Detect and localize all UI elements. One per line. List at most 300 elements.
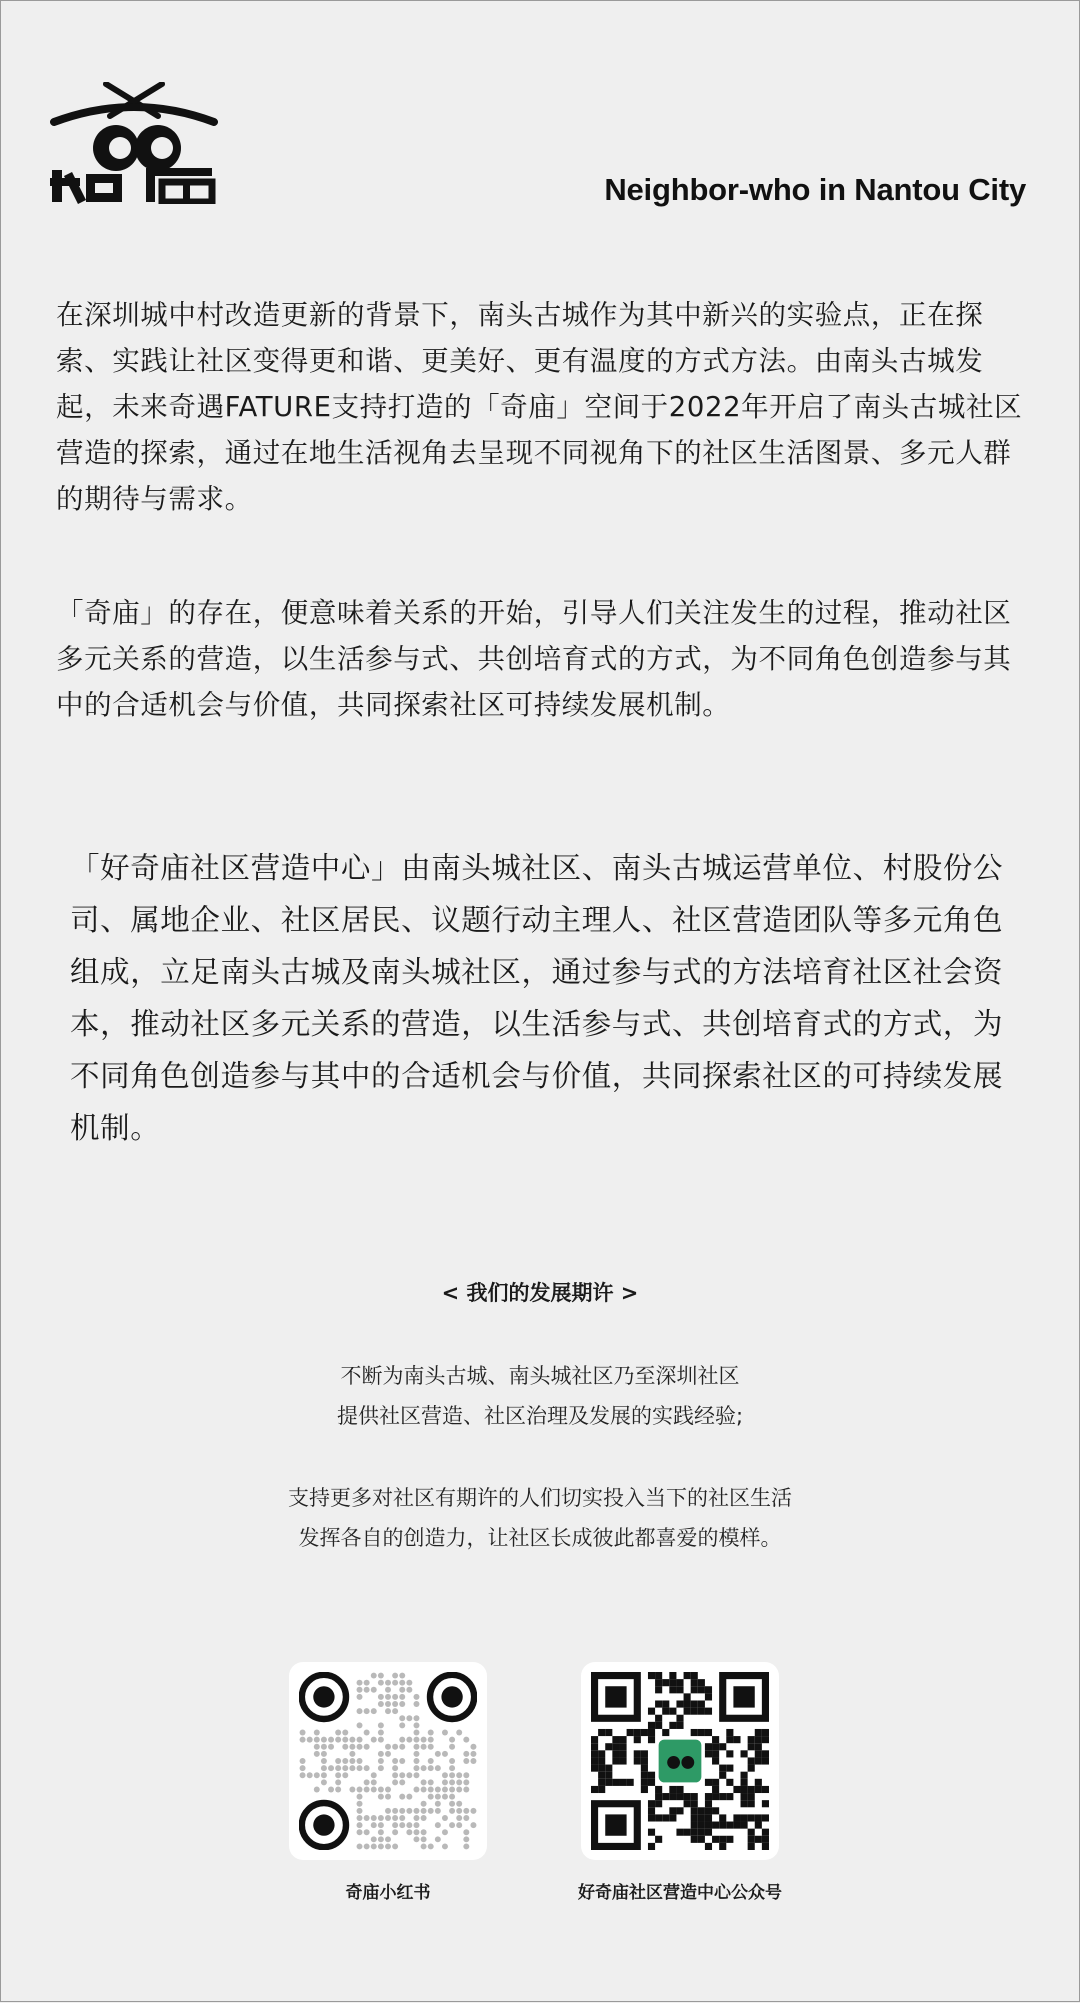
qr-module <box>413 1829 419 1835</box>
qr-module <box>705 1693 712 1700</box>
qr-module <box>435 1808 441 1814</box>
qr-module <box>634 1750 641 1757</box>
qr-module <box>598 1729 605 1736</box>
qr-module <box>342 1765 348 1771</box>
qr-module <box>748 1814 755 1821</box>
qr-module <box>335 1758 341 1764</box>
qr-module <box>755 1743 762 1750</box>
qr-module <box>399 1694 405 1700</box>
qr-module <box>598 1765 605 1772</box>
qr-module <box>421 1843 427 1849</box>
qr-module <box>676 1722 683 1729</box>
qr-module <box>357 1737 363 1743</box>
qr-module <box>705 1807 712 1814</box>
qr-module <box>698 1814 705 1821</box>
tagline: Neighbor-who in Nantou City <box>604 172 1026 207</box>
qr-module <box>406 1737 412 1743</box>
qr-module <box>684 1829 691 1836</box>
qr-module <box>442 1843 448 1849</box>
qr-module <box>456 1730 462 1736</box>
qr-module <box>456 1779 462 1785</box>
qr-module <box>392 1808 398 1814</box>
qr-module <box>357 1801 363 1807</box>
qr-module <box>456 1801 462 1807</box>
qr-module <box>413 1737 419 1743</box>
qr-module <box>705 1843 712 1850</box>
qr-module <box>307 1737 313 1743</box>
qr-module <box>428 1730 434 1736</box>
qr-module <box>669 1679 676 1686</box>
qr-module <box>605 1765 612 1772</box>
qr-module <box>314 1737 320 1743</box>
qr-module <box>456 1786 462 1792</box>
qr-module <box>598 1772 605 1779</box>
qr-module <box>641 1779 648 1786</box>
qr-module <box>385 1794 391 1800</box>
qr-module <box>598 1750 605 1757</box>
qr-module <box>399 1808 405 1814</box>
qr-module <box>328 1765 334 1771</box>
qr-module <box>726 1765 733 1772</box>
qr-module <box>741 1772 748 1779</box>
qr-module <box>669 1708 676 1715</box>
qr-module <box>591 1743 598 1750</box>
qr-module <box>655 1814 662 1821</box>
qr-module <box>364 1765 370 1771</box>
qr-module <box>698 1822 705 1829</box>
qr-module <box>698 1829 705 1836</box>
qr-module <box>349 1751 355 1757</box>
qimiao-badge-icon <box>659 1740 702 1783</box>
xiaohongshu-qr-code[interactable] <box>289 1662 487 1860</box>
qr-module <box>676 1700 683 1707</box>
qr-module <box>470 1822 476 1828</box>
qr-module <box>399 1737 405 1743</box>
qr-module <box>364 1843 370 1849</box>
qr-module <box>413 1715 419 1721</box>
qr-module <box>413 1815 419 1821</box>
qr-module <box>342 1772 348 1778</box>
qr-module <box>598 1757 605 1764</box>
qr-module <box>676 1807 683 1814</box>
qr-module <box>357 1829 363 1835</box>
qr-module <box>669 1672 676 1679</box>
qr-module <box>385 1680 391 1686</box>
qr-module <box>627 1779 634 1786</box>
qr-module <box>428 1786 434 1792</box>
qr-module <box>705 1822 712 1829</box>
qr-module <box>349 1765 355 1771</box>
qr-module <box>378 1758 384 1764</box>
qr-module <box>691 1672 698 1679</box>
qr-module <box>463 1779 469 1785</box>
qr-module <box>385 1843 391 1849</box>
qr-module <box>364 1829 370 1835</box>
qr-module <box>619 1736 626 1743</box>
qr-module <box>435 1765 441 1771</box>
qr-module <box>428 1737 434 1743</box>
qr-module <box>357 1722 363 1728</box>
qr-module <box>705 1779 712 1786</box>
qr-module <box>733 1822 740 1829</box>
qr-module <box>655 1679 662 1686</box>
qr-module <box>321 1751 327 1757</box>
qr-module <box>335 1730 341 1736</box>
qr-module <box>691 1836 698 1843</box>
qr-module <box>641 1729 648 1736</box>
qr-module <box>335 1737 341 1743</box>
qr-finder-center <box>313 1686 334 1707</box>
qr-module <box>741 1750 748 1757</box>
qr-module <box>463 1836 469 1842</box>
qr-module <box>456 1815 462 1821</box>
qr-module <box>378 1701 384 1707</box>
qr-module <box>648 1814 655 1821</box>
qr-module <box>755 1786 762 1793</box>
qr-module <box>413 1808 419 1814</box>
qr-module <box>662 1729 669 1736</box>
qr-module <box>662 1679 669 1686</box>
qr-finder-center <box>441 1686 462 1707</box>
qr-module <box>605 1772 612 1779</box>
qr-module <box>691 1729 698 1736</box>
qr-module <box>392 1708 398 1714</box>
qr-module <box>335 1779 341 1785</box>
qr-module <box>399 1687 405 1693</box>
qr-module <box>712 1736 719 1743</box>
wechat-qr-code[interactable] <box>581 1662 779 1860</box>
qr-module <box>676 1829 683 1836</box>
qr-module <box>676 1786 683 1793</box>
wechat-qr-icon <box>591 1672 769 1850</box>
qr-module <box>762 1786 769 1793</box>
qr-finder-center <box>605 1686 626 1707</box>
qr-module <box>435 1794 441 1800</box>
qr-module <box>378 1815 384 1821</box>
qr-module <box>335 1765 341 1771</box>
qr-module <box>591 1786 598 1793</box>
qr-module <box>619 1750 626 1757</box>
qr-module <box>748 1836 755 1843</box>
center-description: 「好奇庙社区营造中心」由南头城社区、南头古城运营单位、村股份公司、属地企业、社区居民、议题行动主理人、社区营造团队等多元角色组成，立足南头古城及南头城社区，通过参与式的方法培育社区社会资本，推动社区多元关系的营造，以生活参与式、共创培育式的方式，为不同角色创造参与其中的合适机会与价值，共同探索社区的可持续发展机制。 <box>70 851 1004 1145</box>
qr-module <box>676 1686 683 1693</box>
qr-module <box>726 1750 733 1757</box>
qr-module <box>378 1836 384 1842</box>
qr-module <box>698 1708 705 1715</box>
qimiao-logo-icon <box>50 82 218 204</box>
qr-module <box>456 1808 462 1814</box>
qr-module <box>399 1715 405 1721</box>
qr-module <box>669 1807 676 1814</box>
qr-module <box>378 1751 384 1757</box>
qr-module <box>399 1673 405 1679</box>
qr-module <box>705 1686 712 1693</box>
qr-module <box>691 1708 698 1715</box>
qr-module <box>634 1729 641 1736</box>
qr-module <box>684 1693 691 1700</box>
intro-paragraph-2: 「奇庙」的存在，便意味着关系的开始，引导人们关注发生的过程，推动社区多元关系的营造，以生活参与式、共创培育式的方式，为不同角色创造参与其中的合适机会与价值，共同探索社区可持续发展机制。 <box>56 597 1012 721</box>
qr-module <box>684 1700 691 1707</box>
qr-module <box>712 1779 719 1786</box>
qr-module <box>619 1757 626 1764</box>
qr-module <box>392 1744 398 1750</box>
qr-module <box>378 1765 384 1771</box>
qr-module <box>627 1729 634 1736</box>
qr-module <box>762 1800 769 1807</box>
qr-module <box>712 1743 719 1750</box>
qr-module <box>385 1694 391 1700</box>
qr-module <box>357 1708 363 1714</box>
qr-module <box>748 1736 755 1743</box>
qr-module <box>470 1808 476 1814</box>
qr-module <box>684 1800 691 1807</box>
qr-module <box>449 1737 455 1743</box>
qr-module <box>719 1843 726 1850</box>
qr-module <box>705 1800 712 1807</box>
qr-module <box>364 1815 370 1821</box>
qr-module <box>357 1765 363 1771</box>
qr-module <box>598 1786 605 1793</box>
qr-finder-center <box>605 1814 626 1835</box>
qr-module <box>449 1744 455 1750</box>
qr-module <box>300 1730 306 1736</box>
qr-module <box>719 1822 726 1829</box>
qr-module <box>684 1708 691 1715</box>
qr-module <box>748 1793 755 1800</box>
qr-module <box>342 1758 348 1764</box>
qr-module <box>421 1779 427 1785</box>
qr-module <box>449 1765 455 1771</box>
qr-module <box>748 1843 755 1850</box>
qr-module <box>648 1722 655 1729</box>
qr-module <box>691 1822 698 1829</box>
qr-module <box>726 1822 733 1829</box>
qr-module <box>456 1822 462 1828</box>
qr-module <box>691 1686 698 1693</box>
qr-module <box>655 1672 662 1679</box>
qr-module <box>619 1743 626 1750</box>
qr-module <box>449 1822 455 1828</box>
qr-module <box>378 1673 384 1679</box>
qr-module <box>612 1736 619 1743</box>
qr-module <box>399 1758 405 1764</box>
qr-module <box>378 1694 384 1700</box>
qr-module <box>598 1779 605 1786</box>
qr-module <box>378 1794 384 1800</box>
qr-module <box>669 1786 676 1793</box>
qr-module <box>428 1758 434 1764</box>
qr-module <box>357 1815 363 1821</box>
qr-module <box>428 1808 434 1814</box>
qr-module <box>413 1765 419 1771</box>
qr-module <box>755 1729 762 1736</box>
qr-module <box>655 1700 662 1707</box>
qr-module <box>385 1701 391 1707</box>
qr-module <box>748 1757 755 1764</box>
qr-module <box>371 1772 377 1778</box>
qr-module <box>662 1793 669 1800</box>
qr-module <box>648 1729 655 1736</box>
qr-module <box>364 1786 370 1792</box>
qr-module <box>712 1750 719 1757</box>
qr-module <box>378 1722 384 1728</box>
qr-module <box>342 1730 348 1736</box>
qr-module <box>719 1836 726 1843</box>
qr-module <box>463 1758 469 1764</box>
qr-module <box>612 1757 619 1764</box>
qr-module <box>705 1814 712 1821</box>
qr-module <box>335 1772 341 1778</box>
qr-module <box>385 1708 391 1714</box>
qr-module <box>392 1772 398 1778</box>
qr-module <box>357 1680 363 1686</box>
qr-module <box>463 1829 469 1835</box>
vision-item-2-line-2: 发挥各自的创造力，让社区长成彼此都喜爱的模样。 <box>298 1526 782 1550</box>
qr-module <box>612 1779 619 1786</box>
qr-module <box>321 1765 327 1771</box>
qr-module <box>314 1786 320 1792</box>
xiaohongshu-qr-label: 奇庙小红书 <box>345 1883 431 1903</box>
qr-module <box>399 1722 405 1728</box>
qr-module <box>641 1772 648 1779</box>
qr-module <box>357 1808 363 1814</box>
qr-module <box>741 1814 748 1821</box>
qr-module <box>421 1744 427 1750</box>
qr-module <box>684 1793 691 1800</box>
qr-module <box>641 1765 648 1772</box>
qr-module <box>392 1701 398 1707</box>
vision-item-2-line-1: 支持更多对社区有期许的人们切实投入当下的社区生活 <box>288 1486 792 1510</box>
qr-module <box>712 1836 719 1843</box>
qr-module <box>321 1744 327 1750</box>
qr-module <box>399 1794 405 1800</box>
qr-module <box>648 1672 655 1679</box>
qr-module <box>698 1686 705 1693</box>
qr-module <box>755 1814 762 1821</box>
qr-module <box>449 1808 455 1814</box>
qr-module <box>392 1843 398 1849</box>
qr-module <box>470 1758 476 1764</box>
qr-module <box>762 1729 769 1736</box>
intro-paragraph-1: 在深圳城中村改造更新的背景下，南头古城作为其中新兴的实验点，正在探索、实践让社区变得更和谐、更美好、更有温度的方式方法。由南头古城发起，未来奇遇FATURE支持打造的「奇庙」空间于2022年开启了南头古城社区营造的探索，通过在地生活视角去呈现不同视角下的社区生活图景、多元人群的期待与需求。 <box>56 299 1023 515</box>
qr-module <box>442 1794 448 1800</box>
qr-module <box>662 1700 669 1707</box>
qr-module <box>449 1786 455 1792</box>
qr-module <box>421 1815 427 1821</box>
qr-module <box>385 1815 391 1821</box>
qr-module <box>669 1686 676 1693</box>
qr-module <box>364 1744 370 1750</box>
qr-module <box>392 1829 398 1835</box>
qr-module <box>342 1744 348 1750</box>
qr-module <box>385 1808 391 1814</box>
qr-module <box>421 1765 427 1771</box>
qr-module <box>705 1729 712 1736</box>
qr-module <box>726 1793 733 1800</box>
qr-module <box>698 1807 705 1814</box>
qr-module <box>349 1737 355 1743</box>
qr-module <box>349 1758 355 1764</box>
qr-module <box>719 1765 726 1772</box>
qr-module <box>634 1736 641 1743</box>
qr-module <box>691 1700 698 1707</box>
qr-module <box>698 1679 705 1686</box>
qr-finder-center <box>733 1686 754 1707</box>
qr-module <box>321 1737 327 1743</box>
qr-module <box>676 1679 683 1686</box>
qr-module <box>428 1843 434 1849</box>
qr-module <box>470 1744 476 1750</box>
qr-module <box>705 1708 712 1715</box>
qr-module <box>755 1779 762 1786</box>
qr-module <box>328 1744 334 1750</box>
qr-module <box>357 1794 363 1800</box>
qr-module <box>406 1687 412 1693</box>
qr-module <box>449 1794 455 1800</box>
qr-module <box>705 1743 712 1750</box>
qr-module <box>719 1814 726 1821</box>
qr-module <box>755 1836 762 1843</box>
qr-module <box>449 1801 455 1807</box>
qr-module <box>691 1829 698 1836</box>
qr-module <box>357 1687 363 1693</box>
qr-module <box>669 1793 676 1800</box>
qr-module <box>406 1772 412 1778</box>
qr-module <box>378 1730 384 1736</box>
qr-module <box>413 1730 419 1736</box>
qr-module <box>741 1779 748 1786</box>
qr-module <box>328 1786 334 1792</box>
qr-module <box>741 1822 748 1829</box>
qr-module <box>378 1829 384 1835</box>
qr-module <box>691 1793 698 1800</box>
qr-module <box>719 1793 726 1800</box>
qr-module <box>399 1815 405 1821</box>
qr-module <box>378 1786 384 1792</box>
qr-module <box>676 1715 683 1722</box>
qr-module <box>449 1758 455 1764</box>
qr-module <box>421 1808 427 1814</box>
qr-module <box>385 1786 391 1792</box>
qr-module <box>691 1800 698 1807</box>
qr-module <box>748 1829 755 1836</box>
qr-module <box>392 1815 398 1821</box>
qr-module <box>335 1786 341 1792</box>
qr-module <box>413 1786 419 1792</box>
qr-module <box>300 1758 306 1764</box>
qr-finder-center <box>313 1814 334 1835</box>
qr-module <box>591 1736 598 1743</box>
qr-module <box>648 1736 655 1743</box>
qr-module <box>371 1673 377 1679</box>
qr-module <box>392 1779 398 1785</box>
qr-module <box>406 1822 412 1828</box>
qr-module <box>357 1843 363 1849</box>
qr-module <box>421 1829 427 1835</box>
qr-module <box>705 1793 712 1800</box>
vision-item-1-line-2: 提供社区营造、社区治理及发展的实践经验; <box>336 1404 744 1428</box>
qr-module <box>463 1737 469 1743</box>
qr-module <box>748 1743 755 1750</box>
qr-module <box>684 1672 691 1679</box>
qr-module <box>634 1757 641 1764</box>
badge-eye <box>681 1756 694 1769</box>
qr-module <box>413 1751 419 1757</box>
qr-module <box>748 1786 755 1793</box>
qr-module <box>357 1758 363 1764</box>
qr-module <box>378 1843 384 1849</box>
qr-module <box>698 1700 705 1707</box>
